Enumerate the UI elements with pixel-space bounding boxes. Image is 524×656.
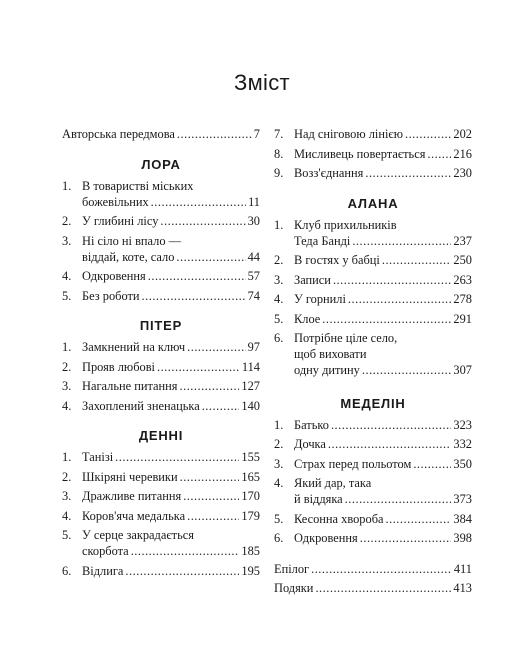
entry-page: 216 xyxy=(453,146,472,161)
entry-number: 2. xyxy=(274,253,284,267)
toc-entry[interactable] xyxy=(274,165,472,181)
entry-page: 323 xyxy=(453,417,472,432)
leader-dots xyxy=(315,580,451,596)
page-title: Зміст xyxy=(234,70,290,95)
entry-number: 3. xyxy=(62,233,72,248)
entry-title-line: Клуб прихильників xyxy=(294,217,397,232)
entry-number: 2. xyxy=(274,437,284,451)
section-list-denny-continued xyxy=(274,126,472,181)
leader-dots xyxy=(365,165,451,181)
entry-page: 170 xyxy=(241,489,260,503)
toc-entry[interactable] xyxy=(274,126,472,142)
entry-page: 250 xyxy=(453,253,472,267)
entry-page: 350 xyxy=(453,456,472,471)
leader-dots xyxy=(345,491,452,507)
entry-title: Теда Банді xyxy=(294,233,351,248)
entry-title: Замкнений на ключ xyxy=(82,340,186,354)
entry-number: 4. xyxy=(62,508,72,523)
entry-number: 1. xyxy=(274,417,284,432)
section-list-alana xyxy=(274,217,472,379)
entry-number: 8. xyxy=(274,146,284,161)
entry-number: 5. xyxy=(274,511,284,526)
toc-entry[interactable] xyxy=(274,417,472,433)
entry-number: 2. xyxy=(62,359,72,374)
entry-title-line: Ні сіло ні впало — xyxy=(82,233,182,248)
entry-number: 1. xyxy=(62,178,72,193)
leader-dots xyxy=(331,417,451,433)
entry-title: Дочка xyxy=(294,437,326,451)
entry-number: 5. xyxy=(274,311,284,326)
toc-entry[interactable] xyxy=(62,488,260,504)
entry-number: 6. xyxy=(274,531,284,545)
section-heading-peter: ПІТЕР xyxy=(139,318,183,333)
leader-dots xyxy=(180,378,240,394)
entry-title: Одкровення xyxy=(82,269,146,283)
entry-page: 398 xyxy=(453,531,472,545)
toc-entry[interactable] xyxy=(62,469,260,485)
leader-dots xyxy=(333,272,451,288)
leader-dots xyxy=(405,126,451,142)
leader-dots xyxy=(115,449,239,465)
entry-page: 332 xyxy=(453,437,472,451)
leader-dots xyxy=(362,362,452,378)
entry-title-line: Який дар, така xyxy=(294,476,372,490)
toc-entry[interactable] xyxy=(274,272,472,288)
entry-page: 165 xyxy=(241,469,260,484)
toc-entry[interactable] xyxy=(62,213,260,229)
toc-entry[interactable] xyxy=(62,563,260,579)
leader-dots xyxy=(202,398,240,414)
leader-dots xyxy=(125,563,239,579)
entry-number: 9. xyxy=(274,166,284,180)
toc-entry[interactable] xyxy=(62,233,260,265)
toc-entry[interactable] xyxy=(62,398,260,414)
entry-title: скорбота xyxy=(82,544,129,558)
leader-dots xyxy=(148,268,246,284)
toc-entry[interactable] xyxy=(274,456,472,472)
entry-title-line: У серце закрадається xyxy=(82,528,194,542)
entry-title: одну дитину xyxy=(294,363,360,377)
entry-page: 114 xyxy=(241,359,260,374)
entry-page: 44 xyxy=(247,249,260,264)
entry-page: 278 xyxy=(453,292,472,306)
section-list-peter xyxy=(62,339,260,414)
entry-number: 1. xyxy=(274,217,284,232)
entry-number: 4. xyxy=(62,398,72,413)
entry-number: 7. xyxy=(274,127,284,141)
section-heading-denny: ДЕННІ xyxy=(138,428,184,443)
leader-dots xyxy=(348,291,451,307)
entry-title: Танізі xyxy=(82,450,114,464)
entry-number: 4. xyxy=(62,269,72,283)
entry-number: 4. xyxy=(274,292,284,306)
entry-title: Записи xyxy=(294,272,331,287)
toc-entry[interactable] xyxy=(274,252,472,268)
toc-entry[interactable] xyxy=(62,268,260,284)
toc-entry[interactable] xyxy=(62,339,260,355)
toc-entry[interactable] xyxy=(62,527,260,559)
entry-number: 1. xyxy=(62,450,72,464)
entry-number: 6. xyxy=(62,563,72,578)
toc-entry-epilogue[interactable] xyxy=(274,561,472,577)
entry-number: 5. xyxy=(62,528,72,542)
toc-right-column xyxy=(274,126,472,600)
toc-entry[interactable] xyxy=(274,436,472,452)
leader-dots xyxy=(187,339,245,355)
entry-title: віддай, коте, сало xyxy=(82,249,175,264)
entry-title: Нагальне питання xyxy=(82,379,178,393)
entry-title: Епілог xyxy=(274,561,310,576)
entry-page: 11 xyxy=(248,194,260,209)
toc-entry[interactable] xyxy=(274,530,472,546)
leader-dots xyxy=(328,436,452,452)
leader-dots xyxy=(386,511,452,527)
entry-page: 185 xyxy=(241,544,260,558)
entry-title: Страх перед польотом xyxy=(294,456,412,471)
entry-number: 3. xyxy=(274,456,284,471)
leader-dots xyxy=(160,213,245,229)
entry-page: 384 xyxy=(453,511,472,526)
entry-page: 74 xyxy=(247,288,260,303)
entry-title: Прояв любові xyxy=(82,359,155,374)
entry-title: В гостях у бабці xyxy=(294,253,380,267)
entry-number: 3. xyxy=(62,379,72,393)
entry-title: У горнилі xyxy=(294,292,346,306)
leader-dots xyxy=(176,249,245,265)
toc-entry[interactable] xyxy=(274,311,472,327)
entry-title: й віддяка xyxy=(294,492,343,506)
toc-left-column xyxy=(62,126,260,582)
entry-page: 179 xyxy=(241,508,260,523)
entry-page: 413 xyxy=(453,581,472,595)
leader-dots xyxy=(382,252,452,268)
entry-page: 373 xyxy=(453,492,472,506)
toc-entry[interactable] xyxy=(274,511,472,527)
entry-title: Возз'єднання xyxy=(294,166,364,180)
toc-entry[interactable] xyxy=(274,217,472,249)
toc-entry[interactable] xyxy=(274,475,472,507)
entry-title: Батько xyxy=(294,417,329,432)
leader-dots xyxy=(187,508,239,524)
entry-page: 97 xyxy=(247,340,260,354)
toc-entry[interactable] xyxy=(274,146,472,162)
leader-dots xyxy=(183,488,239,504)
entry-title: Авторська передмова xyxy=(62,127,175,141)
entry-number: 2. xyxy=(62,469,72,484)
leader-dots xyxy=(131,543,240,559)
leader-dots xyxy=(151,194,246,210)
entry-page: 195 xyxy=(241,563,260,578)
entry-title: Без роботи xyxy=(82,288,140,303)
leader-dots xyxy=(311,561,452,577)
entry-title-line: Потрібне ціле село, xyxy=(294,331,398,345)
section-heading-alana: АЛАНА xyxy=(347,195,399,211)
entry-page: 30 xyxy=(247,214,260,228)
entry-page: 127 xyxy=(241,379,260,393)
section-list-laura xyxy=(62,178,260,304)
entry-title: Коров'яча медалька xyxy=(82,508,186,523)
entry-page: 7 xyxy=(253,127,260,141)
toc-entry-preface[interactable] xyxy=(62,126,260,142)
entry-title: Шкіряні черевики xyxy=(82,469,178,484)
toc-entry[interactable] xyxy=(274,291,472,307)
toc-entry[interactable] xyxy=(62,378,260,394)
entry-title-line: щоб виховати xyxy=(294,347,367,361)
entry-number: 2. xyxy=(62,214,72,228)
toc-entry[interactable] xyxy=(62,178,260,210)
entry-title: Мисливець повертається xyxy=(294,146,426,161)
entry-title: Над сніговою лінією xyxy=(294,127,403,141)
toc-entry[interactable] xyxy=(274,330,472,378)
entry-number: 1. xyxy=(62,340,72,354)
entry-page: 155 xyxy=(241,450,260,464)
entry-title: Кесонна хвороба xyxy=(294,511,384,526)
entry-number: 6. xyxy=(274,331,284,345)
toc-entry[interactable] xyxy=(62,449,260,465)
leader-dots xyxy=(177,126,252,142)
entry-page: 291 xyxy=(453,311,472,326)
entry-page: 57 xyxy=(247,269,260,283)
entry-number: 3. xyxy=(62,489,72,503)
leader-dots xyxy=(360,530,452,546)
entry-title: Подяки xyxy=(274,581,314,595)
toc-entry[interactable] xyxy=(62,288,260,304)
leader-dots xyxy=(157,359,240,375)
entry-number: 5. xyxy=(62,288,72,303)
toc-entry[interactable] xyxy=(62,359,260,375)
entry-page: 263 xyxy=(453,272,472,287)
entry-title: Захоплений зненацька xyxy=(82,398,200,413)
entry-number: 3. xyxy=(274,272,284,287)
leader-dots xyxy=(413,456,451,472)
entry-title: Одкровення xyxy=(294,531,358,545)
leader-dots xyxy=(142,288,246,304)
entry-page: 140 xyxy=(241,398,260,413)
section-list-denny xyxy=(62,449,260,579)
section-list-madeline xyxy=(274,417,472,547)
toc-entry-thanks[interactable] xyxy=(274,580,472,596)
section-heading-madeline: МЕДЕЛІН xyxy=(340,395,406,411)
leader-dots xyxy=(322,311,451,327)
entry-number: 4. xyxy=(274,476,284,490)
entry-page: 237 xyxy=(453,233,472,248)
entry-title-line: В товаристві міських xyxy=(82,178,194,193)
entry-page: 307 xyxy=(453,363,472,377)
toc-entry[interactable] xyxy=(62,508,260,524)
leader-dots xyxy=(180,469,240,485)
section-heading-laura: ЛОРА xyxy=(141,156,181,172)
entry-title: Відлига xyxy=(82,563,124,578)
entry-title: Клое xyxy=(294,311,321,326)
entry-page: 230 xyxy=(453,166,472,180)
entry-title: У глибині лісу xyxy=(82,214,159,228)
entry-title: божевільних xyxy=(82,194,149,209)
entry-title: Дражливе питання xyxy=(82,489,182,503)
leader-dots xyxy=(352,233,451,249)
entry-page: 411 xyxy=(453,561,472,576)
entry-page: 202 xyxy=(453,127,472,141)
leader-dots xyxy=(427,146,451,162)
